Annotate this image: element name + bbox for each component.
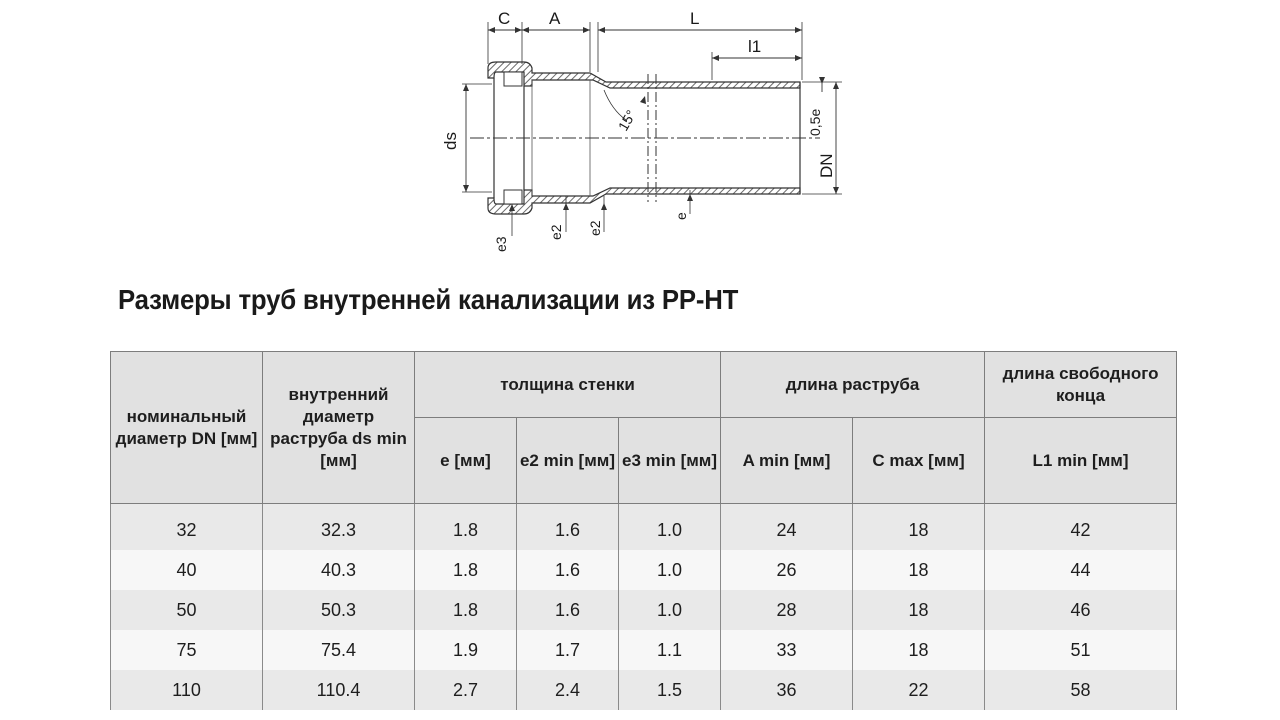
cell-ds: 40.3	[263, 550, 415, 590]
seal-ring-top	[504, 72, 522, 86]
cell-e2: 2.4	[517, 670, 619, 710]
subheader-a: A min [мм]	[721, 418, 853, 504]
cell-dn: 110	[111, 670, 263, 710]
cell-e3: 1.5	[619, 670, 721, 710]
label-L: L	[690, 9, 700, 28]
cell-e2: 1.6	[517, 590, 619, 630]
cell-e: 1.8	[415, 550, 517, 590]
cell-l1: 51	[985, 630, 1177, 670]
cell-e: 1.8	[415, 504, 517, 551]
cell-ds: 75.4	[263, 630, 415, 670]
cell-c: 18	[853, 504, 985, 551]
header-wall-thickness: толщина стенки	[415, 352, 721, 418]
label-DN: DN	[817, 153, 836, 178]
cell-c: 18	[853, 550, 985, 590]
subheader-e2: e2 min [мм]	[517, 418, 619, 504]
label-A: A	[549, 9, 561, 28]
cell-l1: 44	[985, 550, 1177, 590]
label-e2-second: e2	[587, 220, 603, 236]
cell-a: 28	[721, 590, 853, 630]
cell-e3: 1.1	[619, 630, 721, 670]
cell-ds: 32.3	[263, 504, 415, 551]
cell-c: 22	[853, 670, 985, 710]
seal-ring-bottom	[504, 190, 522, 204]
cell-e3: 1.0	[619, 590, 721, 630]
label-e3: e3	[493, 236, 509, 252]
cell-c: 18	[853, 630, 985, 670]
label-half-e: 0,5e	[807, 108, 823, 136]
cell-c: 18	[853, 590, 985, 630]
header-ds: внутренний диаметр раструба ds min [мм]	[263, 352, 415, 504]
table-row	[111, 590, 1177, 630]
header-socket-length: длина раструба	[721, 352, 985, 418]
cell-e: 1.9	[415, 630, 517, 670]
label-e: e	[673, 212, 689, 220]
cell-a: 36	[721, 670, 853, 710]
subheader-e3: e3 min [мм]	[619, 418, 721, 504]
subheader-c: C max [мм]	[853, 418, 985, 504]
table-row	[111, 630, 1177, 670]
label-ds: ds	[441, 132, 460, 150]
cell-dn: 32	[111, 504, 263, 551]
pipe-dimensions-table	[110, 351, 1177, 710]
table-row	[111, 504, 1177, 551]
pipe-socket-drawing	[420, 0, 860, 262]
table-row	[111, 670, 1177, 710]
label-C: C	[498, 9, 511, 28]
label-angle: 15°	[614, 107, 640, 134]
cell-e2: 1.7	[517, 630, 619, 670]
page-title: Размеры труб внутренней канализации из PP-HT	[118, 284, 739, 315]
cell-ds: 110.4	[263, 670, 415, 710]
cell-a: 26	[721, 550, 853, 590]
cell-e: 2.7	[415, 670, 517, 710]
label-l1: l1	[748, 37, 762, 56]
cell-l1: 46	[985, 590, 1177, 630]
cell-e2: 1.6	[517, 550, 619, 590]
cell-dn: 50	[111, 590, 263, 630]
pipe-wall-bottom	[488, 188, 800, 214]
cell-e: 1.8	[415, 590, 517, 630]
label-e2: e2	[548, 224, 564, 240]
cell-l1: 42	[985, 504, 1177, 551]
subheader-l1: L1 min [мм]	[985, 418, 1177, 504]
cell-a: 33	[721, 630, 853, 670]
cell-e3: 1.0	[619, 504, 721, 551]
pipe-wall-top	[488, 62, 800, 88]
cell-a: 24	[721, 504, 853, 551]
cell-ds: 50.3	[263, 590, 415, 630]
subheader-e: e [мм]	[415, 418, 517, 504]
cell-dn: 75	[111, 630, 263, 670]
header-dn: номинальный диаметр DN [мм]	[111, 352, 263, 504]
header-free-end-length: длина свободного конца	[985, 352, 1177, 418]
table-row	[111, 550, 1177, 590]
cell-l1: 58	[985, 670, 1177, 710]
cell-dn: 40	[111, 550, 263, 590]
cell-e2: 1.6	[517, 504, 619, 551]
cell-e3: 1.0	[619, 550, 721, 590]
